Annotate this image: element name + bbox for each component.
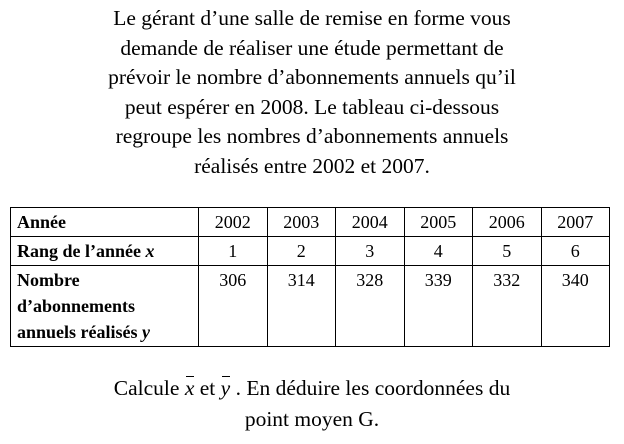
statement-line: Le gérant d’une salle de remise en forme vous — [113, 6, 511, 30]
count-cell: 314 — [267, 266, 336, 347]
count-label-line: Nombre — [17, 270, 80, 290]
statement-line: demande de réaliser une étude permettant de — [120, 35, 504, 60]
rank-cell: 5 — [473, 237, 542, 266]
table-row-counts — [11, 266, 610, 347]
count-cell: 332 — [473, 266, 542, 347]
count-variable: y — [142, 322, 151, 342]
row-header-count — [11, 266, 199, 347]
count-label-line: d’abonnements — [17, 296, 136, 316]
question-suffix: . En déduire les coordonnées du — [230, 376, 511, 400]
year-cell: 2003 — [267, 208, 336, 237]
y-bar-symbol: y — [221, 373, 231, 404]
rank-cell: 2 — [267, 237, 336, 266]
count-cell: 306 — [199, 266, 268, 347]
question-line: point moyen G. — [244, 407, 380, 431]
question-line — [0, 373, 624, 404]
problem-statement — [0, 4, 624, 181]
question-prefix: Calcule — [113, 376, 185, 400]
row-header-rank — [11, 237, 199, 266]
rank-cell: 4 — [404, 237, 473, 266]
question-middle: et — [194, 376, 221, 400]
count-label-line — [17, 319, 195, 345]
statement-line: peut espérer en 2008. Le tableau ci-dessous — [124, 94, 500, 119]
table-row-ranks — [11, 237, 610, 266]
rank-label: Rang de l’année — [17, 241, 146, 261]
statement-line: prévoir le nombre d’abonnements annuels qu’il — [108, 65, 516, 89]
rank-cell: 3 — [336, 237, 405, 266]
year-cell: 2006 — [473, 208, 542, 237]
count-cell: 328 — [336, 266, 405, 347]
count-cell: 340 — [541, 266, 610, 347]
year-cell: 2007 — [541, 208, 610, 237]
year-cell: 2002 — [199, 208, 268, 237]
question — [0, 373, 624, 435]
count-label-text: annuels réalisés — [17, 322, 143, 342]
statement-line: regroupe les nombres d’abonnements annuels — [115, 124, 509, 148]
year-cell: 2004 — [336, 208, 405, 237]
table-row-years — [11, 208, 610, 237]
x-bar-symbol: x — [185, 373, 195, 404]
subscriptions-table — [10, 207, 610, 347]
count-cell: 339 — [404, 266, 473, 347]
statement-line: réalisés entre 2002 et 2007. — [194, 153, 430, 178]
rank-variable: x — [145, 241, 155, 261]
year-cell: 2005 — [404, 208, 473, 237]
rank-cell: 1 — [199, 237, 268, 266]
rank-cell: 6 — [541, 237, 610, 266]
row-header-year: Année — [11, 208, 199, 237]
